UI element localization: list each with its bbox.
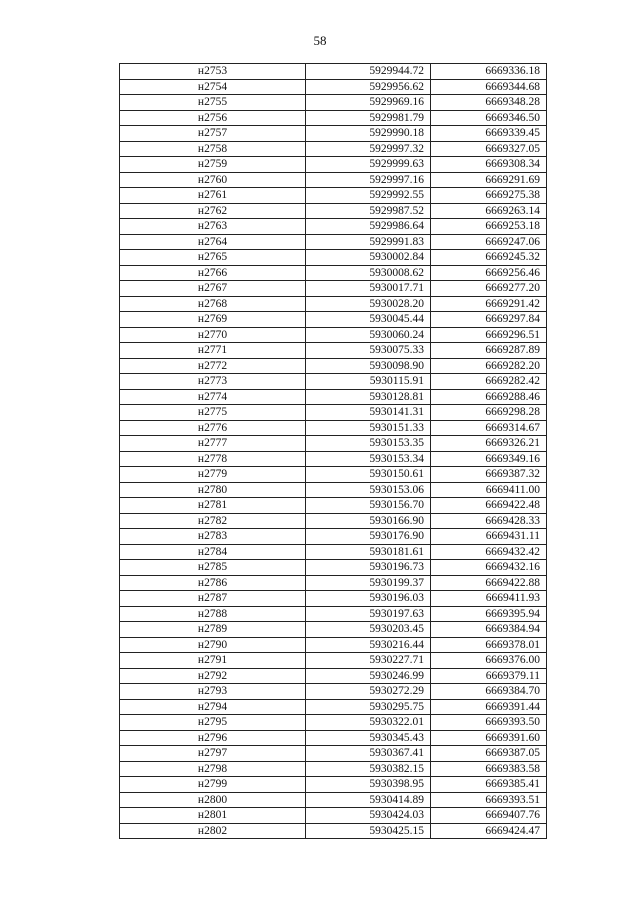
x-coordinate-cell: 5930272.29 (306, 684, 431, 700)
table-row (120, 157, 547, 173)
table-row (120, 637, 547, 653)
y-coordinate-cell: 6669378.01 (431, 637, 547, 653)
x-coordinate-cell: 5930128.81 (306, 389, 431, 405)
point-id-cell: н2753 (120, 64, 306, 80)
x-coordinate-cell: 5930153.06 (306, 482, 431, 498)
y-coordinate-cell: 6669393.50 (431, 715, 547, 731)
point-id-cell: н2783 (120, 529, 306, 545)
y-coordinate-cell: 6669287.89 (431, 343, 547, 359)
point-id-cell: н2756 (120, 110, 306, 126)
x-coordinate-cell: 5929990.18 (306, 126, 431, 142)
table-row (120, 95, 547, 111)
table-row (120, 792, 547, 808)
point-id-cell: н2795 (120, 715, 306, 731)
x-coordinate-cell: 5930246.99 (306, 668, 431, 684)
x-coordinate-cell: 5929986.64 (306, 219, 431, 235)
x-coordinate-cell: 5930166.90 (306, 513, 431, 529)
table-row (120, 110, 547, 126)
x-coordinate-cell: 5930203.45 (306, 622, 431, 638)
table-row (120, 513, 547, 529)
table-row (120, 746, 547, 762)
y-coordinate-cell: 6669411.00 (431, 482, 547, 498)
table-row (120, 358, 547, 374)
point-id-cell: н2781 (120, 498, 306, 514)
point-id-cell: н2785 (120, 560, 306, 576)
table-row (120, 436, 547, 452)
x-coordinate-cell: 5930017.71 (306, 281, 431, 297)
table-row (120, 64, 547, 80)
table-row (120, 374, 547, 390)
table-row (120, 79, 547, 95)
table-row (120, 281, 547, 297)
point-id-cell: н2788 (120, 606, 306, 622)
point-id-cell: н2799 (120, 777, 306, 793)
table-row (120, 312, 547, 328)
x-coordinate-cell: 5929981.79 (306, 110, 431, 126)
point-id-cell: н2762 (120, 203, 306, 219)
point-id-cell: н2767 (120, 281, 306, 297)
table-row (120, 668, 547, 684)
point-id-cell: н2761 (120, 188, 306, 204)
x-coordinate-cell: 5930150.61 (306, 467, 431, 483)
y-coordinate-cell: 6669327.05 (431, 141, 547, 157)
point-id-cell: н2757 (120, 126, 306, 142)
y-coordinate-cell: 6669395.94 (431, 606, 547, 622)
y-coordinate-cell: 6669314.67 (431, 420, 547, 436)
point-id-cell: н2780 (120, 482, 306, 498)
y-coordinate-cell: 6669296.51 (431, 327, 547, 343)
x-coordinate-cell: 5930197.63 (306, 606, 431, 622)
table-row (120, 560, 547, 576)
point-id-cell: н2775 (120, 405, 306, 421)
x-coordinate-cell: 5930002.84 (306, 250, 431, 266)
y-coordinate-cell: 6669256.46 (431, 265, 547, 281)
y-coordinate-cell: 6669432.42 (431, 544, 547, 560)
table-row (120, 529, 547, 545)
x-coordinate-cell: 5930199.37 (306, 575, 431, 591)
x-coordinate-cell: 5930075.33 (306, 343, 431, 359)
table-row (120, 141, 547, 157)
x-coordinate-cell: 5930115.91 (306, 374, 431, 390)
point-id-cell: н2779 (120, 467, 306, 483)
x-coordinate-cell: 5930153.35 (306, 436, 431, 452)
x-coordinate-cell: 5930176.90 (306, 529, 431, 545)
point-id-cell: н2773 (120, 374, 306, 390)
point-id-cell: н2777 (120, 436, 306, 452)
y-coordinate-cell: 6669348.28 (431, 95, 547, 111)
point-id-cell: н2770 (120, 327, 306, 343)
y-coordinate-cell: 6669263.14 (431, 203, 547, 219)
point-id-cell: н2800 (120, 792, 306, 808)
point-id-cell: н2760 (120, 172, 306, 188)
y-coordinate-cell: 6669326.21 (431, 436, 547, 452)
table-row (120, 730, 547, 746)
table-row (120, 203, 547, 219)
x-coordinate-cell: 5929997.32 (306, 141, 431, 157)
x-coordinate-cell: 5929999.63 (306, 157, 431, 173)
x-coordinate-cell: 5929944.72 (306, 64, 431, 80)
point-id-cell: н2766 (120, 265, 306, 281)
x-coordinate-cell: 5930216.44 (306, 637, 431, 653)
x-coordinate-cell: 5930425.15 (306, 823, 431, 839)
x-coordinate-cell: 5930398.95 (306, 777, 431, 793)
table-row (120, 482, 547, 498)
x-coordinate-cell: 5929997.16 (306, 172, 431, 188)
point-id-cell: н2801 (120, 808, 306, 824)
point-id-cell: н2797 (120, 746, 306, 762)
table-row (120, 296, 547, 312)
point-id-cell: н2765 (120, 250, 306, 266)
y-coordinate-cell: 6669308.34 (431, 157, 547, 173)
x-coordinate-cell: 5929956.62 (306, 79, 431, 95)
point-id-cell: н2758 (120, 141, 306, 157)
x-coordinate-cell: 5930295.75 (306, 699, 431, 715)
table-row (120, 684, 547, 700)
y-coordinate-cell: 6669422.48 (431, 498, 547, 514)
x-coordinate-cell: 5930008.62 (306, 265, 431, 281)
point-id-cell: н2796 (120, 730, 306, 746)
table-row (120, 343, 547, 359)
point-id-cell: н2771 (120, 343, 306, 359)
table-row (120, 265, 547, 281)
point-id-cell: н2794 (120, 699, 306, 715)
table-row (120, 761, 547, 777)
table-row (120, 172, 547, 188)
x-coordinate-cell: 5930153.34 (306, 451, 431, 467)
y-coordinate-cell: 6669379.11 (431, 668, 547, 684)
x-coordinate-cell: 5930424.03 (306, 808, 431, 824)
table-row (120, 234, 547, 250)
table-row (120, 188, 547, 204)
y-coordinate-cell: 6669407.76 (431, 808, 547, 824)
table-row (120, 591, 547, 607)
table-row (120, 622, 547, 638)
y-coordinate-cell: 6669297.84 (431, 312, 547, 328)
x-coordinate-cell: 5930141.31 (306, 405, 431, 421)
table-row (120, 699, 547, 715)
y-coordinate-cell: 6669298.28 (431, 405, 547, 421)
table-row (120, 420, 547, 436)
table-row (120, 544, 547, 560)
table-row (120, 327, 547, 343)
point-id-cell: н2782 (120, 513, 306, 529)
y-coordinate-cell: 6669387.32 (431, 467, 547, 483)
table-row (120, 715, 547, 731)
x-coordinate-cell: 5930045.44 (306, 312, 431, 328)
x-coordinate-cell: 5929969.16 (306, 95, 431, 111)
table-row (120, 808, 547, 824)
point-id-cell: н2769 (120, 312, 306, 328)
point-id-cell: н2763 (120, 219, 306, 235)
table-row (120, 405, 547, 421)
y-coordinate-cell: 6669424.47 (431, 823, 547, 839)
table-row (120, 467, 547, 483)
table-row (120, 451, 547, 467)
x-coordinate-cell: 5929991.83 (306, 234, 431, 250)
y-coordinate-cell: 6669344.68 (431, 79, 547, 95)
table-row (120, 606, 547, 622)
y-coordinate-cell: 6669291.69 (431, 172, 547, 188)
x-coordinate-cell: 5930060.24 (306, 327, 431, 343)
y-coordinate-cell: 6669422.88 (431, 575, 547, 591)
y-coordinate-cell: 6669349.16 (431, 451, 547, 467)
y-coordinate-cell: 6669288.46 (431, 389, 547, 405)
table-row (120, 823, 547, 839)
x-coordinate-cell: 5930196.73 (306, 560, 431, 576)
point-id-cell: н2754 (120, 79, 306, 95)
point-id-cell: н2784 (120, 544, 306, 560)
point-id-cell: н2774 (120, 389, 306, 405)
point-id-cell: н2793 (120, 684, 306, 700)
y-coordinate-cell: 6669291.42 (431, 296, 547, 312)
y-coordinate-cell: 6669253.18 (431, 219, 547, 235)
y-coordinate-cell: 6669282.20 (431, 358, 547, 374)
point-id-cell: н2791 (120, 653, 306, 669)
y-coordinate-cell: 6669391.44 (431, 699, 547, 715)
y-coordinate-cell: 6669385.41 (431, 777, 547, 793)
point-id-cell: н2802 (120, 823, 306, 839)
y-coordinate-cell: 6669384.70 (431, 684, 547, 700)
point-id-cell: н2787 (120, 591, 306, 607)
point-id-cell: н2792 (120, 668, 306, 684)
x-coordinate-cell: 5929992.55 (306, 188, 431, 204)
y-coordinate-cell: 6669384.94 (431, 622, 547, 638)
y-coordinate-cell: 6669391.60 (431, 730, 547, 746)
y-coordinate-cell: 6669432.16 (431, 560, 547, 576)
y-coordinate-cell: 6669275.38 (431, 188, 547, 204)
point-id-cell: н2764 (120, 234, 306, 250)
table-row (120, 250, 547, 266)
point-id-cell: н2772 (120, 358, 306, 374)
point-id-cell: н2798 (120, 761, 306, 777)
x-coordinate-cell: 5929987.52 (306, 203, 431, 219)
x-coordinate-cell: 5930196.03 (306, 591, 431, 607)
point-id-cell: н2786 (120, 575, 306, 591)
x-coordinate-cell: 5930156.70 (306, 498, 431, 514)
x-coordinate-cell: 5930382.15 (306, 761, 431, 777)
x-coordinate-cell: 5930181.61 (306, 544, 431, 560)
table-row (120, 126, 547, 142)
y-coordinate-cell: 6669245.32 (431, 250, 547, 266)
x-coordinate-cell: 5930098.90 (306, 358, 431, 374)
y-coordinate-cell: 6669387.05 (431, 746, 547, 762)
table-row (120, 777, 547, 793)
y-coordinate-cell: 6669411.93 (431, 591, 547, 607)
coordinates-table (119, 63, 547, 839)
point-id-cell: н2776 (120, 420, 306, 436)
table-row (120, 498, 547, 514)
table-row (120, 653, 547, 669)
point-id-cell: н2778 (120, 451, 306, 467)
point-id-cell: н2755 (120, 95, 306, 111)
x-coordinate-cell: 5930151.33 (306, 420, 431, 436)
x-coordinate-cell: 5930367.41 (306, 746, 431, 762)
y-coordinate-cell: 6669376.00 (431, 653, 547, 669)
y-coordinate-cell: 6669428.33 (431, 513, 547, 529)
x-coordinate-cell: 5930227.71 (306, 653, 431, 669)
table-row (120, 389, 547, 405)
point-id-cell: н2759 (120, 157, 306, 173)
y-coordinate-cell: 6669247.06 (431, 234, 547, 250)
y-coordinate-cell: 6669431.11 (431, 529, 547, 545)
y-coordinate-cell: 6669383.58 (431, 761, 547, 777)
point-id-cell: н2789 (120, 622, 306, 638)
y-coordinate-cell: 6669346.50 (431, 110, 547, 126)
y-coordinate-cell: 6669339.45 (431, 126, 547, 142)
y-coordinate-cell: 6669393.51 (431, 792, 547, 808)
x-coordinate-cell: 5930322.01 (306, 715, 431, 731)
y-coordinate-cell: 6669277.20 (431, 281, 547, 297)
y-coordinate-cell: 6669282.42 (431, 374, 547, 390)
point-id-cell: н2768 (120, 296, 306, 312)
table-row (120, 219, 547, 235)
page-number: 58 (313, 33, 327, 48)
coordinates-table-body (120, 64, 547, 839)
x-coordinate-cell: 5930345.43 (306, 730, 431, 746)
table-row (120, 575, 547, 591)
y-coordinate-cell: 6669336.18 (431, 64, 547, 80)
x-coordinate-cell: 5930028.20 (306, 296, 431, 312)
point-id-cell: н2790 (120, 637, 306, 653)
x-coordinate-cell: 5930414.89 (306, 792, 431, 808)
